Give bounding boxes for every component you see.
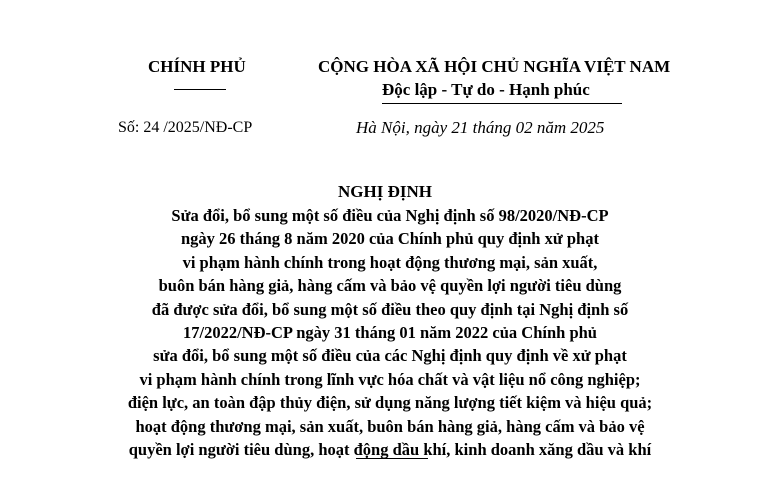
summary-line: Sửa đổi, bổ sung một số điều của Nghị định số 98/2020/NĐ-CP: [171, 206, 609, 225]
summary-line: đã được sửa đổi, bổ sung một số điều theo quy định tại Nghị định số: [151, 299, 629, 319]
national-title: CỘNG HÒA XÃ HỘI CHỦ NGHĨA VIỆT NAM: [318, 57, 671, 76]
summary-line: 17/2022/NĐ-CP ngày 31 tháng 01 năm 2022 của Chính phủ: [183, 323, 597, 343]
summary-line: buôn bán hàng giả, hàng cấm và bảo vệ quyền lợi người tiêu dùng: [158, 276, 622, 296]
issuer-underline: [174, 89, 226, 90]
summary-line: điện lực, an toàn đập thủy điện, sử dụng năng lượng tiết kiệm và hiệu quả;: [127, 393, 653, 413]
document-type-heading: NGHỊ ĐỊNH: [338, 182, 432, 201]
document-number: Số: 24 /2025/NĐ-CP: [118, 119, 253, 136]
summary-line: vi phạm hành chính trong lĩnh vực hóa chất và vật liệu nổ công nghiệp;: [139, 369, 641, 389]
national-motto: Độc lập - Tự do - Hạnh phúc: [382, 80, 590, 99]
summary-line: sửa đổi, bổ sung một số điều của các Nghị định quy định về xử phạt: [153, 346, 627, 366]
closing-divider: [356, 458, 428, 459]
document-summary: [80, 204, 700, 461]
summary-line: hoạt động thương mại, sản xuất, buôn bán hàng giả, hàng cấm và bảo vệ: [135, 416, 645, 436]
place-and-date: Hà Nội, ngày 21 tháng 02 năm 2025: [356, 118, 605, 137]
summary-line: ngày 26 tháng 8 năm 2020 của Chính phủ quy định xử phạt: [181, 229, 599, 249]
summary-line: vi phạm hành chính trong hoạt động thương mại, sản xuất,: [182, 252, 598, 272]
summary-line: quyền lợi người tiêu dùng, hoạt động dầu khí, kinh doanh xăng dầu và khí: [128, 440, 652, 460]
motto-underline: [382, 103, 622, 104]
issuer-name: CHÍNH PHỦ: [148, 57, 246, 76]
